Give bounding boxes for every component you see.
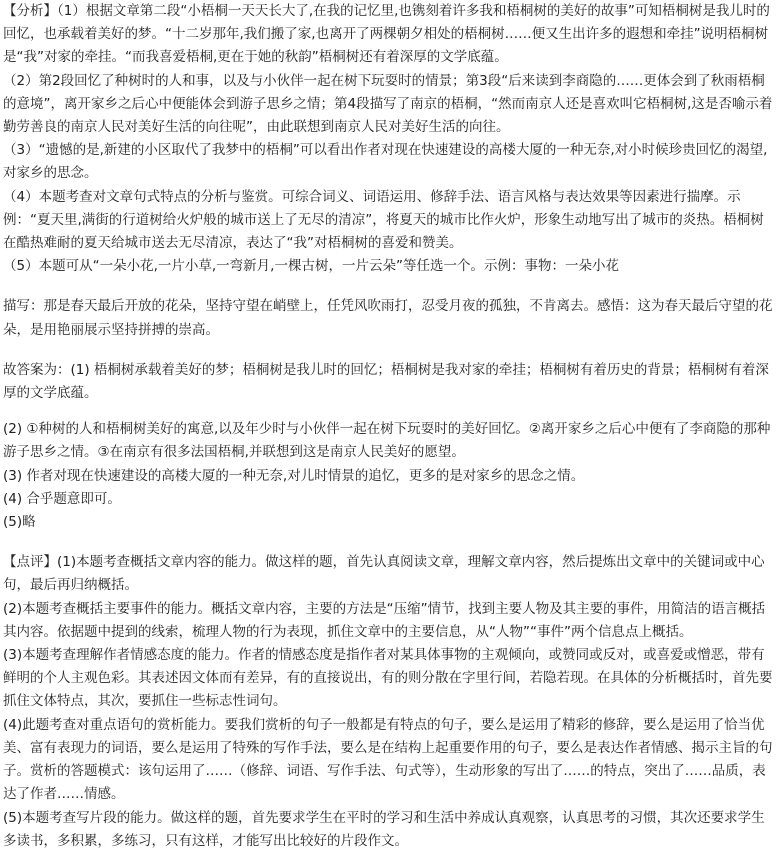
analysis-paragraph-2: （2）第2段回忆了种树时的人和事，以及与小伙伴一起在树下玩耍时的情景；第3段“后来读到李商隐的……更体会到了秋雨梧桐的意境”，离开家乡之后心中便能体会到游子思乡之情；第4段描写了南京的梧桐，“然而南京人还是喜欢叫它梧桐树,这是否喻示着勤劳善良的南京人民对美好生活的向往呢”，由此联想到南京人民对美好生活的向往。 bbox=[3, 72, 773, 136]
answer-paragraph-1: 故答案为：(1) 梧桐树承载着美好的梦；梧桐树是我儿时的回忆；梧桐树是我对家的牵挂；梧桐树有着历史的背景；梧桐树有着深厚的文学底蕴。 bbox=[3, 361, 769, 402]
solution-document bbox=[3, 0, 777, 853]
answer-paragraph-4: (4) 合乎题意即可。 bbox=[3, 490, 121, 507]
review-paragraph-1 bbox=[3, 551, 777, 597]
analysis-paragraph-1 bbox=[3, 0, 777, 70]
analysis-paragraph-4: （4）本题考查对文章句式特点的分析与鉴赏。可综合词义、词语运用、修辞手法、语言风格与表达效果等因素进行揣摩。示例：“夏天里,满街的行道树给火炉般的城市送上了无尽的清凉”，将夏天的城市比作火炉，形象生动地写出了城市的炎热。梧桐树在酷热难耐的夏天给城市送去无尽清凉，表达了“我”对梧桐树的喜爱和赞美。 bbox=[3, 188, 764, 252]
analysis-paragraph-5: （5）本题可从“一朵小花,一片小草,一弯新月,一棵古树，一片云朵”等任选一个。示例：事物：一朵小花 bbox=[3, 258, 619, 275]
description-paragraph: 描写：那是春天最后开放的花朵，坚持守望在峭壁上，任凭风吹雨打，忍受月夜的孤独，不肯离去。感悟：这为春天最后守望的花朵，是用艳丽展示坚持拼搏的崇高。 bbox=[3, 298, 773, 338]
review-paragraph-4: (4)此题考查对重点语句的赏析能力。要我们赏析的句子一般都是有特点的句子，要么是运用了精彩的修辞，要么是运用了恰当优美、富有表现力的词语，要么是运用了特殊的写作手法，要么是在结构上起重要作用的句子，要么是表达作者情感、揭示主旨的句子。赏析的答题模式：该句运用了……（修辞、词语、写作手法、句式等），生动形象的写出了……的特点，突出了……品质，表达了作者……情感。 bbox=[3, 716, 773, 803]
analysis-paragraph-3: （3）“遗憾的是,新建的小区取代了我梦中的梧桐”可以看出作者对现在快速建设的高楼大厦的一种无奈,对小时候珍贵回忆的渴望,对家乡的思念。 bbox=[3, 142, 768, 182]
answer-paragraph-5: (5)略 bbox=[3, 514, 36, 531]
review-text-1: (1)本题考查概括文章内容的能力。做这样的题，首先认真阅读文章，理解文章内容，然后提炼出文章中的关键词或中心句，最后再归纳概括。 bbox=[3, 554, 765, 594]
analysis-text-1: （1）根据文章第二段“小梧桐一天天长大了,在我的记忆里,也镌刻着许多我和梧桐树的美好的故事”可知梧桐树是我儿时的回忆，也承载着美好的梦。“十二岁那年,我们搬了家,也离开了两棵朝夕相处的梧桐树……便又生出许多的遐想和牵挂”说明梧桐树是“我”对家的牵挂。“而我喜爱梧桐,更在于她的秋韵”梧桐树还有着深厚的文学底蕴。 bbox=[3, 3, 770, 66]
answer-paragraph-2: (2) ①种树的人和梧桐树美好的寓意,以及年少时与小伙伴一起在树下玩耍时的美好回忆。②离开家乡之后心中便有了李商隐的那种游子思乡之情。③在南京有很多法国梧桐,并联想到这是南京人民美好的愿望。 bbox=[3, 421, 771, 461]
review-paragraph-5: (5)本题考查写片段的能力。做这样的题，首先要求学生在平时的学习和生活中养成认真观察，认真思考的习惯，其次还要求学生多读书，多积累，多练习，只有这样，才能写出比较好的片段作文。 bbox=[3, 809, 765, 849]
analysis-tag: 【分析】 bbox=[3, 3, 57, 19]
review-paragraph-2: (2)本题考查概括主要事件的能力。概括文章内容，主要的方法是“压缩”情节，找到主要人物及其主要的事件，用简洁的语言概括其内容。依据题中提到的线索，梳理人物的行为表现，抓住文章中的主要信息，从“人物”“事件”两个信息点上概括。 bbox=[3, 600, 766, 640]
review-tag: 【点评】 bbox=[3, 554, 57, 571]
answer-paragraph-3: (3) 作者对现在快速建设的高楼大厦的一种无奈,对儿时情景的追忆，更多的是对家乡的思念之情。 bbox=[3, 467, 585, 484]
review-paragraph-3: (3)本题考查理解作者情感态度的能力。作者的情感态度是指作者对某具体事物的主观倾向，或赞同或反对，或喜爱或憎恶，带有鲜明的个人主观色彩。其表述因文体而有差异，有的直接说出，有的则分散在字里行间，若隐若现。在具体的分析概括时，首先要抓住文体特点，其次，要抓住一些标志性词句。 bbox=[3, 647, 773, 710]
